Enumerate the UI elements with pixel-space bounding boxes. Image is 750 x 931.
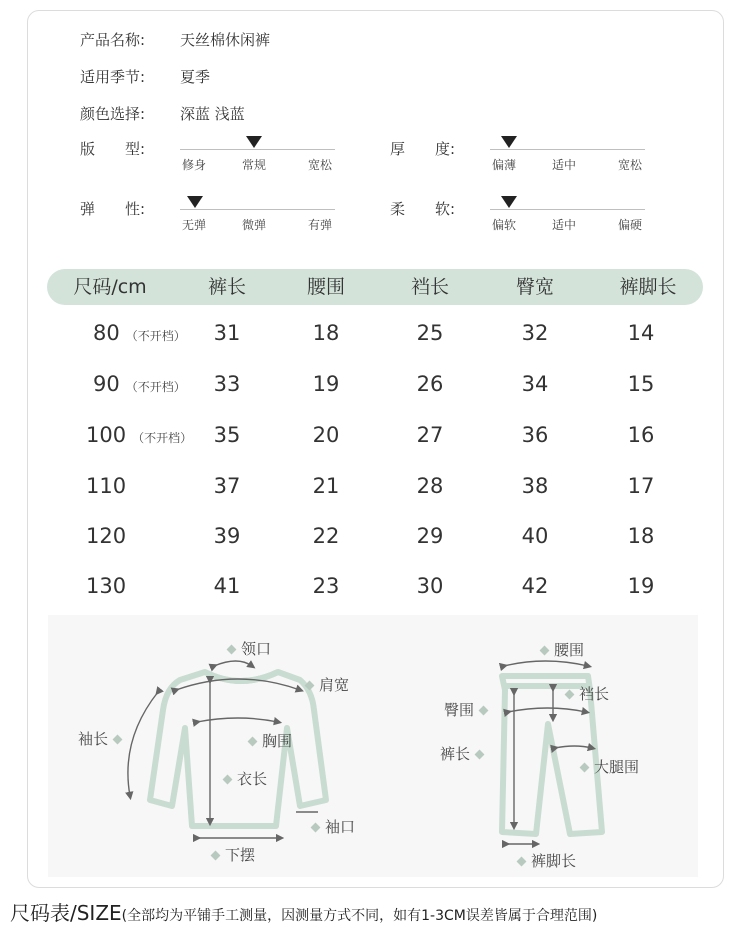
- diamond-icon: [227, 645, 237, 655]
- diamond-icon: [580, 763, 590, 773]
- scale-option: 无弹: [182, 218, 207, 232]
- table-cell: 42: [521, 574, 549, 598]
- table-cell: 15: [627, 372, 655, 396]
- label-sleeve: [78, 728, 127, 749]
- diamond-icon: [475, 750, 485, 760]
- diamond-icon: [540, 646, 550, 656]
- table-cell: 41: [213, 574, 241, 598]
- size-value: 90: [93, 372, 120, 396]
- label-waist: [535, 639, 584, 660]
- table-cell: 39: [213, 524, 241, 548]
- label-leg-opening: [512, 850, 576, 871]
- label-text: 袖长: [78, 730, 109, 748]
- label-collar: [222, 638, 271, 659]
- table-cell: 35: [213, 423, 241, 447]
- scale-option: 修身: [182, 158, 207, 172]
- info-value: 天丝棉休闲裤: [180, 31, 271, 49]
- scale-option: 宽松: [618, 158, 643, 172]
- label-thigh: [575, 756, 639, 777]
- scale-option: 偏硬: [618, 218, 643, 232]
- table-cell: 19: [312, 372, 340, 396]
- info-label: 颜色选择:: [80, 105, 146, 123]
- scale-option: 微弹: [242, 218, 267, 232]
- diamond-icon: [565, 690, 575, 700]
- table-cell: 21: [312, 474, 340, 498]
- diamond-icon: [479, 706, 489, 716]
- diamond-icon: [311, 823, 321, 833]
- label-text: 袖口: [325, 818, 356, 836]
- table-cell: 26: [416, 372, 444, 396]
- diamond-icon: [305, 681, 315, 691]
- table-cell: 34: [521, 372, 549, 396]
- scale-label: 厚 度:: [390, 140, 456, 158]
- size-chart-footer: [10, 897, 597, 926]
- label-text: 胸围: [262, 732, 293, 750]
- header-waist: 腰围: [306, 276, 346, 298]
- size-value: 130: [86, 574, 127, 598]
- table-cell: 23: [312, 574, 340, 598]
- table-cell: 31: [213, 321, 241, 345]
- scale-option: 偏软: [492, 218, 517, 232]
- size-value: 120: [86, 524, 127, 548]
- label-shoulder: [300, 674, 349, 695]
- label-text: 下摆: [225, 846, 256, 864]
- label-text: 裤脚长: [531, 852, 577, 870]
- table-cell: 14: [627, 321, 655, 345]
- table-cell: 36: [521, 423, 549, 447]
- diamond-icon: [113, 735, 123, 745]
- scale-option: 有弹: [308, 218, 333, 232]
- header-size: 尺码/cm: [73, 276, 147, 298]
- label-chest: [243, 730, 292, 751]
- label-length: [218, 768, 267, 789]
- size-note: （不开档）: [132, 431, 193, 445]
- table-cell: 18: [312, 321, 340, 345]
- scale-option: 偏薄: [492, 158, 517, 172]
- label-hem: [206, 844, 255, 865]
- scale-label: 版 型:: [80, 140, 146, 158]
- diamond-icon: [248, 737, 258, 747]
- size-note: （不开档）: [125, 329, 186, 343]
- diamond-icon: [211, 851, 221, 861]
- table-cell: 33: [213, 372, 241, 396]
- table-cell: 25: [416, 321, 444, 345]
- diamond-icon: [223, 775, 233, 785]
- scale-option: 适中: [552, 218, 577, 232]
- label-text: 臀围: [444, 701, 475, 719]
- header-rise: 裆长: [410, 276, 450, 298]
- label-text: 裆长: [579, 685, 610, 703]
- size-value: 100: [86, 423, 127, 447]
- label-cuff: [306, 816, 355, 837]
- label-text: 裤长: [440, 745, 471, 763]
- table-cell: 18: [627, 524, 655, 548]
- table-cell: 19: [627, 574, 655, 598]
- table-cell: 30: [416, 574, 444, 598]
- info-value: 深蓝 浅蓝: [180, 105, 245, 123]
- label-text: 大腿围: [594, 758, 640, 776]
- table-cell: 16: [627, 423, 655, 447]
- header-pant-length: 裤长: [207, 276, 247, 298]
- label-text: 肩宽: [319, 676, 350, 694]
- diamond-icon: [517, 857, 527, 867]
- table-cell: 40: [521, 524, 549, 548]
- size-value: 110: [86, 474, 127, 498]
- table-cell: 17: [627, 474, 655, 498]
- scale-option: 适中: [552, 158, 577, 172]
- header-leg-opening: 裤脚长: [619, 276, 677, 298]
- top-outline-icon: [150, 672, 326, 826]
- table-cell: 20: [312, 423, 340, 447]
- label-rise: [560, 683, 609, 704]
- scale-label: 柔 软:: [390, 200, 456, 218]
- scale-label: 弹 性:: [80, 200, 146, 218]
- label-hip: [444, 699, 493, 720]
- info-label: 产品名称:: [80, 31, 146, 49]
- label-text: 腰围: [554, 641, 585, 659]
- info-label: 适用季节:: [80, 68, 146, 86]
- table-cell: 28: [416, 474, 444, 498]
- label-text: 领口: [241, 640, 272, 658]
- scale-option: 常规: [242, 158, 267, 172]
- size-note: （不开档）: [125, 380, 186, 394]
- table-cell: 37: [213, 474, 241, 498]
- footer-title: 尺码表/SIZE: [10, 901, 122, 925]
- size-value: 80: [93, 321, 120, 345]
- table-cell: 32: [521, 321, 549, 345]
- footer-note: (全部均为平铺手工测量，因测量方式不同，如有1-3CM误差皆属于合理范围): [121, 908, 598, 924]
- header-hip: 臀宽: [515, 276, 555, 298]
- label-text: 衣长: [237, 770, 268, 788]
- table-cell: 22: [312, 524, 340, 548]
- table-cell: 29: [416, 524, 444, 548]
- scale-option: 宽松: [308, 158, 333, 172]
- info-value: 夏季: [180, 68, 211, 86]
- table-cell: 38: [521, 474, 549, 498]
- label-pant-length: [440, 743, 489, 764]
- table-cell: 27: [416, 423, 444, 447]
